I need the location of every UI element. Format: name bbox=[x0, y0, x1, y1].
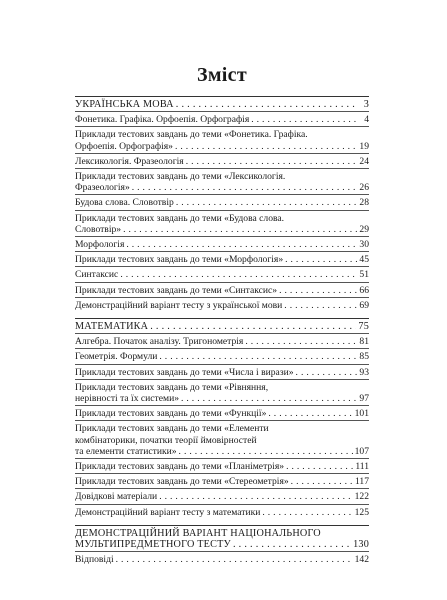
toc-entry-text: Фонетика. Графіка. Орфоепія. Орфографія bbox=[75, 114, 250, 126]
dot-leader bbox=[285, 254, 357, 265]
toc-entry-text: Демонстраційний варіант тесту з математики bbox=[75, 506, 261, 518]
toc-entry-line bbox=[75, 491, 369, 502]
dot-leader bbox=[233, 539, 351, 550]
table-of-contents bbox=[75, 96, 369, 567]
toc-entry-text: Відповіді bbox=[75, 554, 114, 566]
dot-leader bbox=[181, 393, 357, 404]
page-number: 45 bbox=[359, 254, 369, 266]
dot-leader bbox=[176, 99, 357, 110]
toc-entry-line bbox=[75, 156, 369, 167]
toc-entry bbox=[75, 474, 369, 489]
toc-entry-text: Приклади тестових завдань до теми «Морфологія» bbox=[75, 254, 284, 266]
toc-entry-line bbox=[75, 269, 369, 280]
section-heading-line bbox=[75, 99, 369, 110]
toc-entry-text: Приклади тестових завдань до теми «Синтаксис» bbox=[75, 284, 278, 296]
page-number: 107 bbox=[354, 445, 369, 457]
toc-entry-text: Фразеологія» bbox=[75, 182, 130, 194]
toc-section bbox=[75, 96, 369, 312]
section-heading-text: УКРАЇНСЬКА МОВА bbox=[75, 99, 174, 110]
toc-entry bbox=[75, 334, 369, 349]
toc-entry-line bbox=[75, 446, 369, 457]
toc-entry bbox=[75, 252, 369, 267]
dot-leader bbox=[132, 182, 357, 193]
dot-leader bbox=[116, 554, 353, 565]
toc-entry bbox=[75, 459, 369, 474]
toc-entry bbox=[75, 489, 369, 504]
toc-entry bbox=[75, 406, 369, 421]
toc-entry-line bbox=[75, 367, 369, 378]
toc-entry bbox=[75, 267, 369, 282]
toc-entry bbox=[75, 112, 369, 127]
toc-entry-text: Словотвір» bbox=[75, 223, 122, 235]
toc-entry bbox=[75, 211, 369, 237]
toc-entry-line: Приклади тестових завдань до теми «Лексикологія. bbox=[75, 171, 286, 183]
toc-entry-text: Приклади тестових завдань до теми «Числа і вирази» bbox=[75, 366, 294, 378]
page-number: 142 bbox=[354, 554, 369, 566]
page-number: 19 bbox=[359, 140, 369, 152]
toc-entry bbox=[75, 505, 369, 519]
toc-entry-line: Приклади тестових завдань до теми «Фонетика. Графіка. bbox=[75, 129, 308, 141]
section-heading bbox=[75, 319, 369, 334]
toc-entry-line bbox=[75, 408, 369, 419]
toc-entry-line bbox=[75, 393, 369, 404]
toc-entry-text: Будова слова. Словотвір bbox=[75, 197, 174, 209]
page-number: 101 bbox=[354, 408, 369, 420]
toc-entry bbox=[75, 349, 369, 364]
dot-leader bbox=[279, 285, 357, 296]
toc-entry-text: Лексикологія. Фразеологія bbox=[75, 155, 184, 167]
page-number: 69 bbox=[359, 299, 369, 311]
toc-section bbox=[75, 525, 369, 567]
toc-entry-text: та елементи статистики» bbox=[75, 445, 177, 457]
toc-entry-line bbox=[75, 507, 369, 518]
toc-entry-line bbox=[75, 141, 369, 152]
toc-entry-text: Приклади тестових завдань до теми «Планіметрія» bbox=[75, 461, 285, 473]
dot-leader bbox=[186, 156, 357, 167]
section-heading-line bbox=[75, 539, 369, 550]
page-number: 30 bbox=[359, 239, 369, 251]
page-title: Зміст bbox=[197, 64, 247, 86]
toc-entry-text: Алгебра. Початок аналізу. Тригонометрія bbox=[75, 336, 244, 348]
section-heading-text: МАТЕМАТИКА bbox=[75, 321, 149, 333]
dot-leader bbox=[268, 408, 352, 419]
toc-entry bbox=[75, 298, 369, 312]
section-heading-line bbox=[75, 321, 369, 332]
toc-entry-line bbox=[75, 254, 369, 265]
dot-leader bbox=[262, 507, 352, 518]
page-number: 117 bbox=[354, 476, 369, 488]
toc-entry-line bbox=[75, 554, 369, 565]
toc-entry bbox=[75, 283, 369, 298]
page-number: 28 bbox=[359, 197, 369, 209]
toc-entry-line bbox=[75, 351, 369, 362]
dot-leader bbox=[126, 239, 357, 250]
toc-entry-line bbox=[75, 476, 369, 487]
toc-entry-text: Орфоепія. Орфографія» bbox=[75, 140, 173, 152]
page-number: 75 bbox=[358, 321, 369, 333]
dot-leader bbox=[175, 141, 357, 152]
toc-section bbox=[75, 318, 369, 519]
page-number: 51 bbox=[359, 269, 369, 281]
dot-leader bbox=[291, 476, 353, 487]
toc-entry-text: Приклади тестових завдань до теми «Функції» bbox=[75, 408, 267, 420]
page-number: 66 bbox=[359, 284, 369, 296]
toc-entry-line bbox=[75, 197, 369, 208]
toc-entry-text: нерівності та їх системи» bbox=[75, 393, 179, 405]
dot-leader bbox=[123, 224, 357, 235]
dot-leader bbox=[245, 336, 357, 347]
dot-leader bbox=[296, 367, 357, 378]
toc-entry bbox=[75, 237, 369, 252]
page-number: 29 bbox=[359, 223, 369, 235]
toc-entry-line bbox=[75, 224, 369, 235]
toc-entry bbox=[75, 154, 369, 169]
toc-entry-line bbox=[75, 114, 369, 125]
toc-entry-line bbox=[75, 182, 369, 193]
toc-entry-line: комбінаторики, початки теорії ймовірностей bbox=[75, 434, 257, 446]
dot-leader bbox=[179, 446, 353, 457]
page-number: 125 bbox=[354, 506, 369, 518]
page-number: 122 bbox=[354, 491, 369, 503]
toc-entry bbox=[75, 421, 369, 459]
toc-entry bbox=[75, 169, 369, 195]
toc-entry-line: Приклади тестових завдань до теми «Елементи bbox=[75, 423, 269, 435]
page-number: 85 bbox=[359, 351, 369, 363]
page-number: 130 bbox=[353, 539, 369, 551]
page-number: 81 bbox=[359, 336, 369, 348]
section-heading bbox=[75, 526, 369, 552]
toc-entry-line: Приклади тестових завдань до теми «Рівняння, bbox=[75, 381, 269, 393]
dot-leader bbox=[120, 269, 357, 280]
dot-leader bbox=[284, 300, 357, 311]
toc-entry-line bbox=[75, 461, 369, 472]
section-heading bbox=[75, 97, 369, 112]
toc-entry-line bbox=[75, 285, 369, 296]
toc-entry-line bbox=[75, 239, 369, 250]
toc-entry bbox=[75, 365, 369, 380]
page-number: 4 bbox=[364, 114, 369, 126]
dot-leader bbox=[286, 461, 353, 472]
toc-entry-text: Морфологія bbox=[75, 239, 125, 251]
toc-entry-text: Приклади тестових завдань до теми «Стереометрія» bbox=[75, 476, 289, 488]
section-heading-text: МУЛЬТИПРЕДМЕТНОГО ТЕСТУ bbox=[75, 539, 231, 551]
toc-entry-line: Приклади тестових завдань до теми «Будова слова. bbox=[75, 212, 285, 224]
section-heading-line: ДЕМОНСТРАЦІЙНИЙ ВАРІАНТ НАЦІОНАЛЬНОГО bbox=[75, 527, 321, 539]
page-number: 97 bbox=[359, 393, 369, 405]
toc-entry bbox=[75, 380, 369, 406]
toc-entry bbox=[75, 552, 369, 566]
page-number: 3 bbox=[363, 99, 369, 110]
toc-entry-text: Геометрія. Формули bbox=[75, 351, 158, 363]
page-number: 93 bbox=[359, 366, 369, 378]
dot-leader bbox=[150, 321, 356, 332]
dot-leader bbox=[176, 197, 357, 208]
dot-leader bbox=[159, 491, 352, 502]
toc-entry-line bbox=[75, 336, 369, 347]
toc-entry-line bbox=[75, 300, 369, 311]
dot-leader bbox=[251, 114, 357, 125]
toc-entry bbox=[75, 195, 369, 210]
page-number: 24 bbox=[359, 155, 369, 167]
toc-entry-text: Демонстраційний варіант тесту з української мови bbox=[75, 299, 283, 311]
toc-entry-text: Довідкові матеріали bbox=[75, 491, 158, 503]
page-number: 111 bbox=[355, 461, 369, 473]
toc-entry-text: Синтаксис bbox=[75, 269, 119, 281]
toc-entry bbox=[75, 127, 369, 153]
dot-leader bbox=[159, 351, 357, 362]
page-number: 26 bbox=[359, 182, 369, 194]
